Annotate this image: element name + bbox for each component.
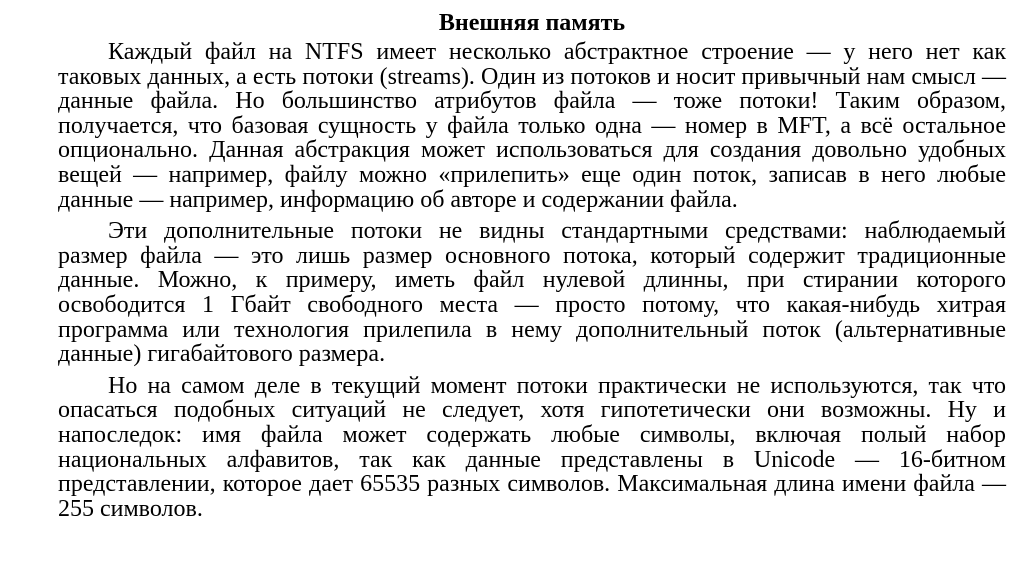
document-title: Внешняя память: [438, 10, 626, 36]
paragraph-hidden-streams: Эти дополнительные потоки не видны стандартными средствами: наблюдаемый размер файла — это лишь размер основного потока, который содержит традиционные данные. Можно, к примеру, иметь файл нулевой длинны, при стирании которого освободится 1 Гбайт свободного места — просто потому, что какая-нибудь хитрая программа или технология прилепила в нему дополнительный поток (альтернативные данные) гигабайтового размера.: [58, 218, 1006, 368]
paragraph-unicode-names: Но на самом деле в текущий момент потоки практически не используются, так что опасаться подобных ситуаций не следует, хотя гипотетически они возможны. Ну и напоследок: имя файла может содержать любые символы, включая полый набор национальных алфавитов, так как данные представлены в Unicode — 16-битном представлении, которое дает 65535 разных символов. Максимальная длина имени файла — 255 символов.: [58, 372, 1006, 522]
paragraph-ntfs-streams: Каждый файл на NTFS имеет несколько абстрактное строение — у него нет как таковых данных, а есть потоки (streams). Один из потоков и носит привычный нам смысл — данные файла. Но большинство атрибутов файла — тоже потоки! Таким образом, получается, что базовая сущность у файла только одна — номер в MFT, а всё остальное опционально. Данная абстракция может использоваться для создания довольно удобных вещей — например, файлу можно «прилепить» еще один поток, записав в него любые данные — например, информацию об авторе и содержании файла.: [58, 39, 1006, 213]
document-page: [58, 8, 1006, 521]
